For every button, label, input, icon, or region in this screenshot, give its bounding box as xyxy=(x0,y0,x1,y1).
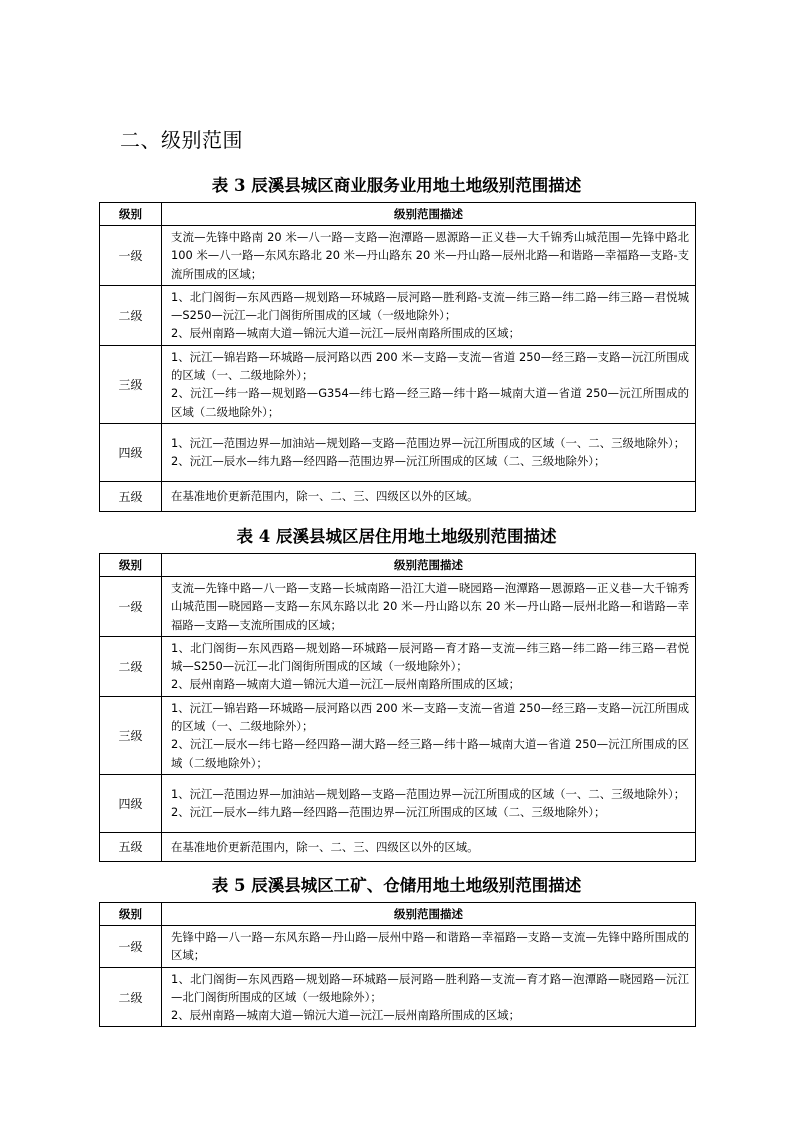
description-text: 支流—先锋中路南 20 米—八一路—支路—泡潭路—恩源路—正义巷—大千锦秀山城范围—先锋中路北 100 米—八一路—东风东路北 20 米—丹山路东 20 米—丹山路—辰州北路—和谐路—幸福路—支路-支流所围成的区域； xyxy=(171,230,689,281)
table-row xyxy=(100,636,696,696)
description-cell xyxy=(162,481,696,511)
description-cell xyxy=(162,226,696,286)
header-description: 级别范围描述 xyxy=(162,554,696,577)
description-text: 2、沅江—辰水—纬七路—经四路—湖大路—经三路—纬十路—城南大道—省道 250—沅江所围成的区域（二级地除外）； xyxy=(171,737,689,770)
table-4 xyxy=(99,553,696,862)
header-description: 级别范围描述 xyxy=(162,203,696,226)
description-cell xyxy=(162,345,696,423)
description-cell xyxy=(162,926,696,968)
table-row xyxy=(100,345,696,423)
description-text: 1、北门阁街—东风西路—规划路—环城路—辰河路—胜利路-支流—纬三路—纬二路—纬三路—君悦城—S250—沅江—北门阁街所围成的区域（一级地除外）； xyxy=(171,289,689,323)
description-cell xyxy=(162,967,696,1027)
table-header-row xyxy=(100,203,696,226)
level-cell: 一级 xyxy=(100,226,162,286)
description-text: 支流—先锋中路—八一路—支路—长城南路—沿江大道—晓园路—泡潭路—恩源路—正义巷—大千锦秀山城范围—晓园路—支路—东风东路以北 20 米—丹山路以东 20 米—丹山路—辰州北路—和谐路—幸福路—支路—支流所围成的区域； xyxy=(171,581,689,632)
level-cell: 四级 xyxy=(100,774,162,832)
header-description: 级别范围描述 xyxy=(162,903,696,926)
description-cell xyxy=(162,774,696,832)
description-text: 先锋中路—八一路—东风东路—丹山路—辰州中路—和谐路—幸福路—支路—支流—先锋中路所围成的区域； xyxy=(171,930,689,963)
description-text: 1、沅江—范围边界—加油站—规划路—支路—范围边界—沅江所围成的区域（一、二、三级地除外）； xyxy=(171,787,686,802)
table-row xyxy=(100,926,696,968)
header-level: 级别 xyxy=(100,554,162,577)
description-text: 2、沅江—辰水—纬九路—经四路—范围边界—沅江所围成的区域（二、三级地除外）； xyxy=(171,805,606,820)
level-cell: 三级 xyxy=(100,345,162,423)
table-row xyxy=(100,696,696,774)
table-row xyxy=(100,832,696,861)
table-row xyxy=(100,577,696,637)
description-text: 2、沅江—辰水—纬九路—经四路—范围边界—沅江所围成的区域（二、三级地除外）； xyxy=(171,454,606,469)
table-row xyxy=(100,774,696,832)
table-row xyxy=(100,226,696,286)
description-cell xyxy=(162,832,696,861)
description-text: 1、北门阁街—东风西路—规划路—环城路—辰河路—胜利路—支流—育才路—泡潭路—晓园路—沅江—北门阁街所围成的区域（一级地除外）； xyxy=(171,971,689,1004)
description-cell xyxy=(162,423,696,481)
table-5-title: 表 5 辰溪县城区工矿、仓储用地土地级别范围描述 xyxy=(211,876,582,895)
description-text: 在基准地价更新范围内，除一、二、三、四级区以外的区域。 xyxy=(171,489,479,504)
level-cell: 五级 xyxy=(100,832,162,861)
description-text: 1、北门阁街—东风西路—规划路—环城路—辰河路—育才路—支流—纬三路—纬二路—纬三路—君悦城—S250—沅江—北门阁街所围成的区域（一级地除外）； xyxy=(171,640,689,674)
section-heading: 二、级别范围 xyxy=(120,128,243,152)
level-cell: 一级 xyxy=(100,577,162,637)
table-row xyxy=(100,285,696,345)
description-cell xyxy=(162,285,696,345)
table-row xyxy=(100,481,696,511)
description-text: 2、沅江—纬一路—规划路—G354—纬七路—经三路—纬十路—城南大道—省道 250—沅江所围成的区域（二级地除外）； xyxy=(171,386,689,419)
table-header-row xyxy=(100,554,696,577)
table-header-row xyxy=(100,903,696,926)
level-cell: 三级 xyxy=(100,696,162,774)
description-text: 在基准地价更新范围内，除一、二、三、四级区以外的区域。 xyxy=(171,839,479,854)
table-3-title: 表 3 辰溪县城区商业服务业用地土地级别范围描述 xyxy=(211,176,582,195)
level-cell: 二级 xyxy=(100,636,162,696)
description-cell xyxy=(162,696,696,774)
level-cell: 一级 xyxy=(100,926,162,968)
description-text: 2、辰州南路—城南大道—锦沅大道—沅江—辰州南路所围成的区域； xyxy=(171,326,520,341)
description-cell xyxy=(162,577,696,637)
description-text: 1、沅江—锦岩路—环城路—辰河路以西 200 米—支路—支流—省道 250—经三路—支路—沅江所围成的区域（一、二级地除外）； xyxy=(171,700,689,734)
description-text: 1、沅江—锦岩路—环城路—辰河路以西 200 米—支路—支流—省道 250—经三路—支路—沅江所围成的区域（一、二级地除外）； xyxy=(171,349,689,383)
description-cell xyxy=(162,636,696,696)
level-cell: 二级 xyxy=(100,285,162,345)
header-level: 级别 xyxy=(100,203,162,226)
level-cell: 四级 xyxy=(100,423,162,481)
table-row xyxy=(100,967,696,1027)
table-3 xyxy=(99,202,696,512)
table-row xyxy=(100,423,696,481)
level-cell: 二级 xyxy=(100,967,162,1027)
table-5 xyxy=(99,902,696,1027)
table-4-title: 表 4 辰溪县城区居住用地土地级别范围描述 xyxy=(236,527,557,546)
description-text: 2、辰州南路—城南大道—锦沅大道—沅江—辰州南路所围成的区域； xyxy=(171,677,520,692)
description-text: 2、辰州南路—城南大道—锦沅大道—沅江—辰州南路所围成的区域； xyxy=(171,1008,520,1023)
level-cell: 五级 xyxy=(100,481,162,511)
description-text: 1、沅江—范围边界—加油站—规划路—支路—范围边界—沅江所围成的区域（一、二、三级地除外）； xyxy=(171,436,686,451)
header-level: 级别 xyxy=(100,903,162,926)
